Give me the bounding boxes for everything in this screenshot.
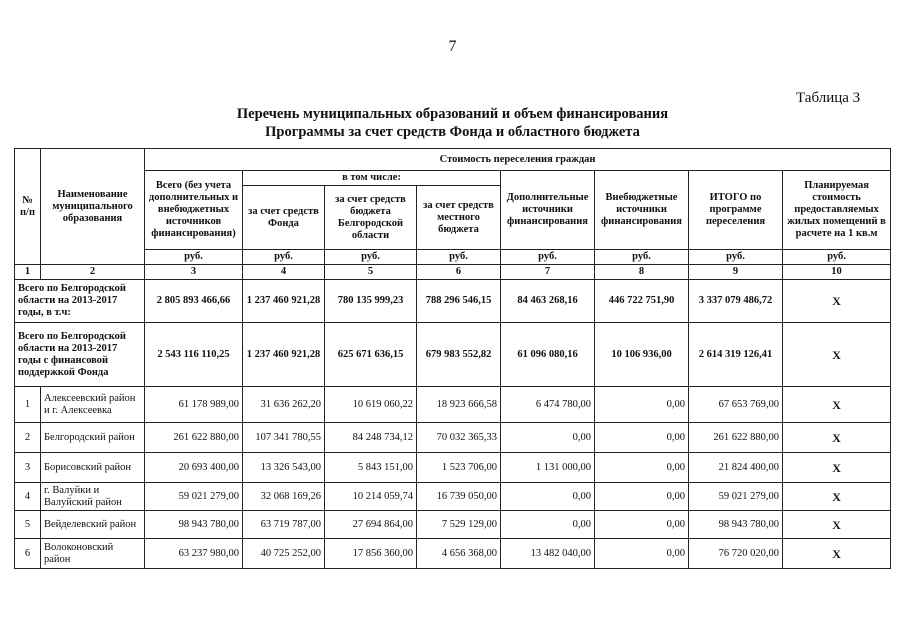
row-name: Борисовский район xyxy=(41,453,145,483)
row-total: 261 622 880,00 xyxy=(145,423,243,453)
row-fund: 63 719 787,00 xyxy=(243,511,325,539)
col-number: 8 xyxy=(595,265,689,280)
table-row xyxy=(15,387,891,423)
table-row xyxy=(15,483,891,511)
table-row xyxy=(15,453,891,483)
header-num: № п/п xyxy=(15,149,41,265)
row-name: Алексеевский район и г. Алексеевка xyxy=(41,387,145,423)
row-local: 16 739 050,00 xyxy=(417,483,501,511)
header-local: за счет средств местного бюджета xyxy=(417,186,501,250)
row-local: 1 523 706,00 xyxy=(417,453,501,483)
summary-row-total xyxy=(15,280,891,323)
summary-itogo: 2 614 319 126,41 xyxy=(689,323,783,387)
title-line-1: Перечень муниципальных образований и объем финансирования xyxy=(236,106,669,122)
row-itogo: 76 720 020,00 xyxy=(689,539,783,569)
row-local: 4 656 368,00 xyxy=(417,539,501,569)
row-regional: 10 214 059,74 xyxy=(325,483,417,511)
col-number: 1 xyxy=(15,265,41,280)
summary-fund: 1 237 460 921,28 xyxy=(243,280,325,323)
row-planned: Х xyxy=(783,387,891,423)
row-num: 5 xyxy=(15,511,41,539)
row-local: 18 923 666,58 xyxy=(417,387,501,423)
column-numbers-row xyxy=(15,265,891,280)
financing-table xyxy=(14,148,891,569)
row-total: 98 943 780,00 xyxy=(145,511,243,539)
row-additional: 13 482 040,00 xyxy=(501,539,595,569)
row-additional: 0,00 xyxy=(501,511,595,539)
summary-local: 679 983 552,82 xyxy=(417,323,501,387)
summary-additional: 61 096 080,16 xyxy=(501,323,595,387)
row-name: Белгородский район xyxy=(41,423,145,453)
row-num: 3 xyxy=(15,453,41,483)
row-itogo: 261 622 880,00 xyxy=(689,423,783,453)
row-total: 20 693 400,00 xyxy=(145,453,243,483)
col-number: 5 xyxy=(325,265,417,280)
row-extra: 0,00 xyxy=(595,483,689,511)
row-planned: Х xyxy=(783,453,891,483)
row-name: Волоконовский район xyxy=(41,539,145,569)
summary-total: 2 543 116 110,25 xyxy=(145,323,243,387)
table-label: Таблица 3 xyxy=(796,90,861,106)
unit-additional: руб. xyxy=(501,250,595,265)
table-row xyxy=(15,511,891,539)
document-title xyxy=(0,105,905,141)
row-num: 1 xyxy=(15,387,41,423)
row-local: 7 529 129,00 xyxy=(417,511,501,539)
row-name: Вейделевский район xyxy=(41,511,145,539)
row-extra: 0,00 xyxy=(595,511,689,539)
row-fund: 32 068 169,26 xyxy=(243,483,325,511)
row-total: 61 178 989,00 xyxy=(145,387,243,423)
header-extra: Внебюджетные источники финансирования xyxy=(595,171,689,250)
row-itogo: 98 943 780,00 xyxy=(689,511,783,539)
unit-itogo: руб. xyxy=(689,250,783,265)
summary-total: 2 805 893 466,66 xyxy=(145,280,243,323)
row-itogo: 59 021 279,00 xyxy=(689,483,783,511)
row-planned: Х xyxy=(783,483,891,511)
row-local: 70 032 365,33 xyxy=(417,423,501,453)
title-line-2: Программы за счет средств Фонда и областного бюджета xyxy=(265,124,640,140)
row-extra: 0,00 xyxy=(595,539,689,569)
row-planned: Х xyxy=(783,539,891,569)
row-extra: 0,00 xyxy=(595,453,689,483)
row-fund: 107 341 780,55 xyxy=(243,423,325,453)
col-number: 9 xyxy=(689,265,783,280)
header-total: Всего (без учета дополнительных и внебюджетных источников финансирования) xyxy=(145,171,243,250)
summary-planned: Х xyxy=(783,280,891,323)
row-regional: 10 619 060,22 xyxy=(325,387,417,423)
unit-fund: руб. xyxy=(243,250,325,265)
row-itogo: 21 824 400,00 xyxy=(689,453,783,483)
col-number: 10 xyxy=(783,265,891,280)
row-extra: 0,00 xyxy=(595,423,689,453)
row-regional: 17 856 360,00 xyxy=(325,539,417,569)
summary-regional: 780 135 999,23 xyxy=(325,280,417,323)
row-fund: 31 636 262,20 xyxy=(243,387,325,423)
row-fund: 13 326 543,00 xyxy=(243,453,325,483)
header-including: в том числе: xyxy=(243,171,501,186)
summary-row-fund-support xyxy=(15,323,891,387)
summary-additional: 84 463 268,16 xyxy=(501,280,595,323)
row-extra: 0,00 xyxy=(595,387,689,423)
summary-itogo: 3 337 079 486,72 xyxy=(689,280,783,323)
row-additional: 0,00 xyxy=(501,483,595,511)
header-cost: Стоимость переселения граждан xyxy=(145,149,891,171)
unit-planned: руб. xyxy=(783,250,891,265)
table-row xyxy=(15,423,891,453)
col-number: 7 xyxy=(501,265,595,280)
summary-extra: 10 106 936,00 xyxy=(595,323,689,387)
row-fund: 40 725 252,00 xyxy=(243,539,325,569)
summary-fund: 1 237 460 921,28 xyxy=(243,323,325,387)
row-num: 6 xyxy=(15,539,41,569)
page-number: 7 xyxy=(448,38,457,55)
unit-local: руб. xyxy=(417,250,501,265)
col-number: 2 xyxy=(41,265,145,280)
row-additional: 1 131 000,00 xyxy=(501,453,595,483)
row-planned: Х xyxy=(783,423,891,453)
summary-name: Всего по Белгородской области на 2013-2017 годы, в т.ч: xyxy=(15,280,145,323)
summary-regional: 625 671 636,15 xyxy=(325,323,417,387)
row-regional: 84 248 734,12 xyxy=(325,423,417,453)
row-num: 4 xyxy=(15,483,41,511)
row-total: 59 021 279,00 xyxy=(145,483,243,511)
summary-planned: Х xyxy=(783,323,891,387)
header-regional: за счет средств бюджета Белгородской области xyxy=(325,186,417,250)
row-total: 63 237 980,00 xyxy=(145,539,243,569)
row-regional: 27 694 864,00 xyxy=(325,511,417,539)
unit-total: руб. xyxy=(145,250,243,265)
unit-extra: руб. xyxy=(595,250,689,265)
row-name: г. Валуйки и Валуйский район xyxy=(41,483,145,511)
table-row xyxy=(15,539,891,569)
header-planned: Планируемая стоимость предоставляемых жилых помещений в расчете на 1 кв.м xyxy=(783,171,891,250)
header-itogo: ИТОГО по программе переселения xyxy=(689,171,783,250)
row-num: 2 xyxy=(15,423,41,453)
header-additional: Дополнительные источники финансирования xyxy=(501,171,595,250)
header-fund: за счет средств Фонда xyxy=(243,186,325,250)
row-additional: 0,00 xyxy=(501,423,595,453)
col-number: 6 xyxy=(417,265,501,280)
row-regional: 5 843 151,00 xyxy=(325,453,417,483)
header-name: Наименование муниципального образования xyxy=(41,149,145,265)
unit-regional: руб. xyxy=(325,250,417,265)
row-planned: Х xyxy=(783,511,891,539)
summary-name: Всего по Белгородской области на 2013-2017 годы с финансовой поддержкой Фонда xyxy=(15,323,145,387)
summary-local: 788 296 546,15 xyxy=(417,280,501,323)
row-itogo: 67 653 769,00 xyxy=(689,387,783,423)
col-number: 3 xyxy=(145,265,243,280)
row-additional: 6 474 780,00 xyxy=(501,387,595,423)
summary-extra: 446 722 751,90 xyxy=(595,280,689,323)
col-number: 4 xyxy=(243,265,325,280)
